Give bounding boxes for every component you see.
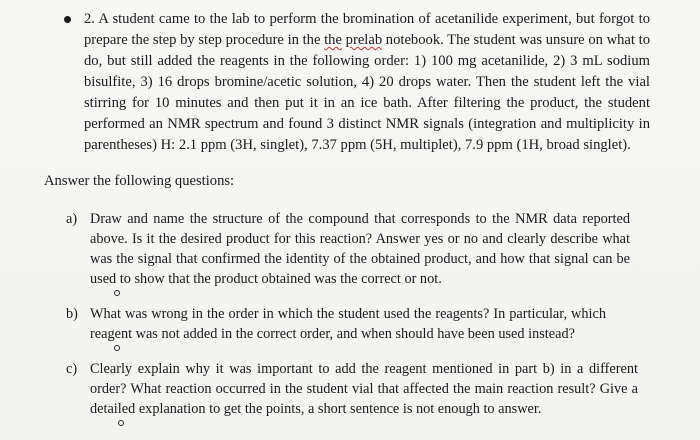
item-text-b: What was wrong in the order in which the student used the reagents? In particular, which reagent was not added in the correct order, and when should have been used instead? xyxy=(90,306,606,342)
spellcheck-flag-the: the xyxy=(324,32,342,48)
item-marker-b: b) xyxy=(66,306,78,322)
answer-placeholder-circle-icon xyxy=(114,290,120,296)
answer-placeholder-circle-icon xyxy=(114,345,120,351)
question-paragraph xyxy=(84,9,650,156)
item-text-c: Clearly explain why it was important to add the reagent mentioned in part b) in a different order? What reaction occurred in the student vial that affected the main reaction result? Give a detailed explanation to get the points, a short sentence is not enough to answer. xyxy=(90,361,638,417)
item-marker-a: a) xyxy=(66,211,78,227)
spellcheck-flag-prelab: prelab xyxy=(345,32,383,48)
answer-placeholder-circle-icon xyxy=(118,420,124,426)
question-text-start: 2. A student came to the lab to perform the bromination of acetanilide experiment, but forgot to prepare the step by step procedure in the xyxy=(84,11,650,48)
item-text-a: Draw and name the structure of the compound that corresponds to the NMR data reported above. Is it the desired product for this reaction? Answer yes or no and clearly describe what was the signal that confirmed the identity of the obtained product, and how that signal can be used to show that the product obtained was the correct or not. xyxy=(90,211,630,287)
answer-heading: Answer the following questions: xyxy=(44,173,235,189)
item-marker-c: c) xyxy=(66,361,78,377)
bullet-icon xyxy=(64,16,71,23)
question-text-end: notebook. The student was unsure on what to do, but still added the reagents in the following order: 1) 100 mg acetanilide, 2) 3 mL sodium bisulfite, 3) 16 drops bromine/acetic solution, 4) 20 drops water. Then the student left the vial stirring for 10 minutes and then put it in an ice bath. After filtering the product, the student performed an NMR spectrum and found 3 distinct NMR signals (integration and multiplicity in parentheses) H: 2.1 ppm (3H, singlet), 7.37 ppm (5H, multiplet), 7.9 ppm (1H, broad singlet). xyxy=(84,32,650,153)
